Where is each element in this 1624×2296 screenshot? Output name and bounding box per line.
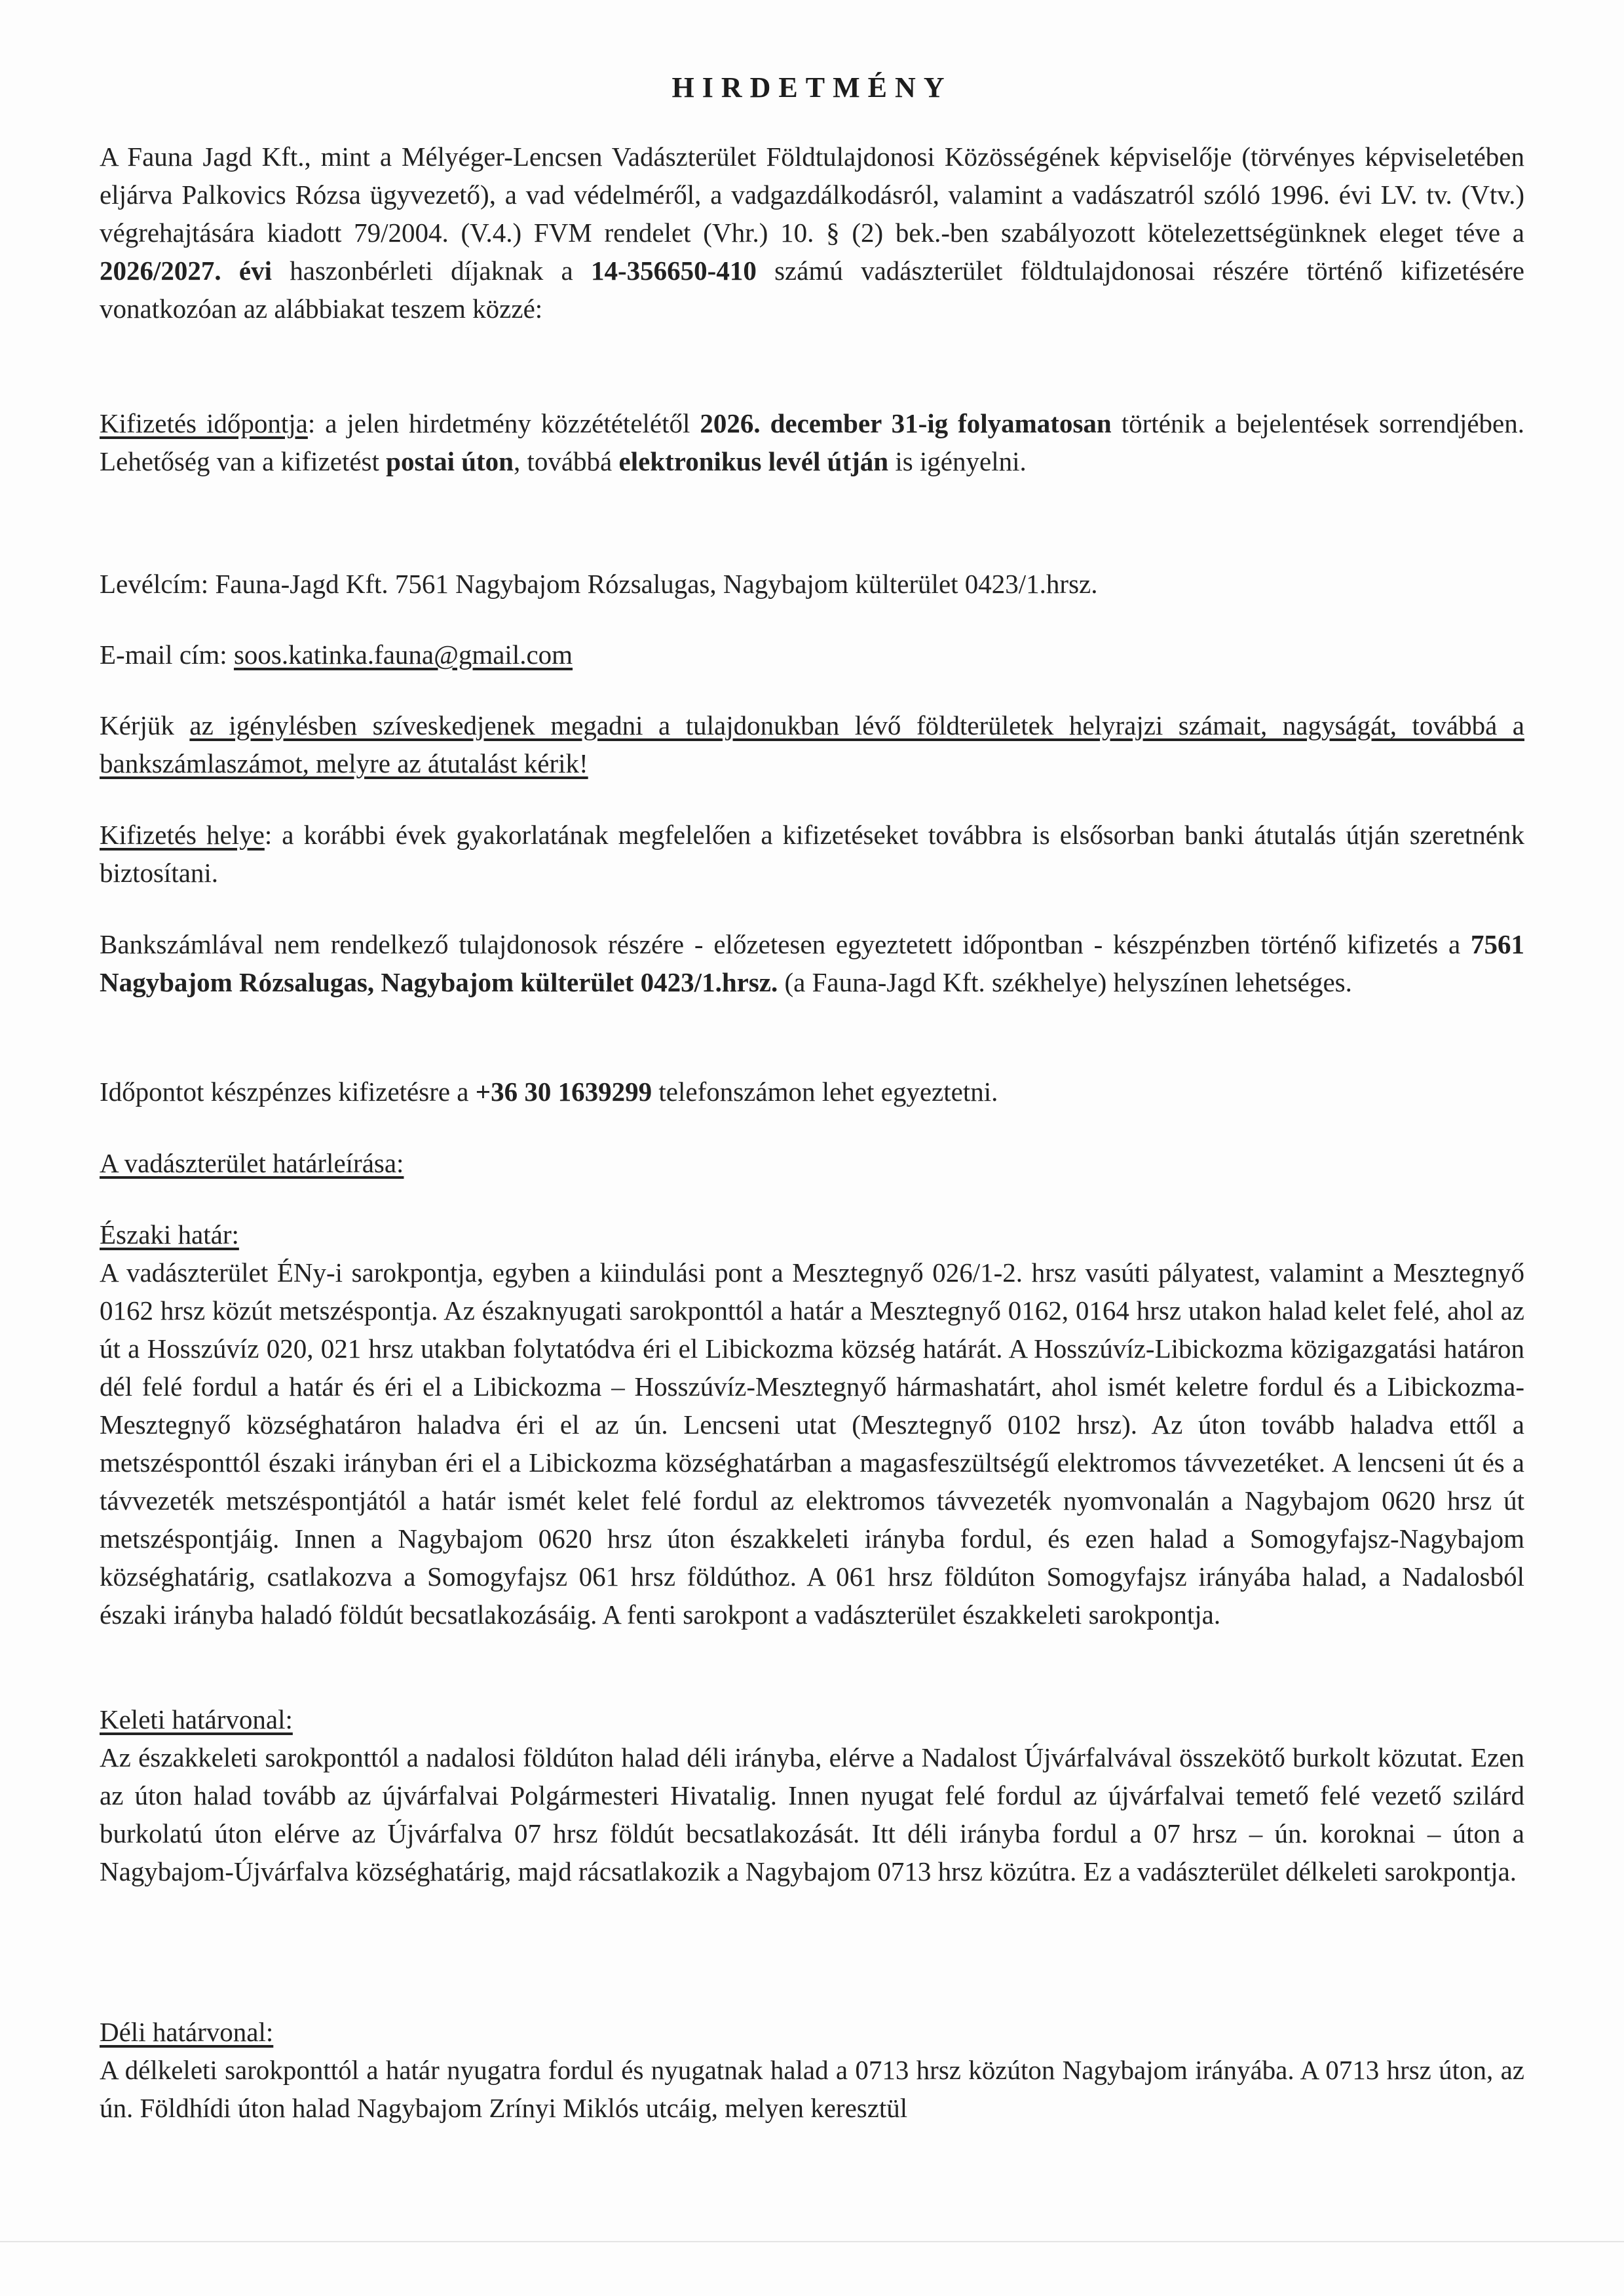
request-underlined-text: az igénylésben szíveskedjenek megadni a tulajdonukban lévő földterületek helyrajzi számait, nagyságát, továbbá a bankszámlaszámot, melyre az átutalást kérik! — [100, 710, 1524, 778]
south-boundary-text: A délkeleti sarokponttól a határ nyugatra fordul és nyugatnak halad a 0713 hrsz közúton Nagybajom irányába. A 0713 hrsz úton, az ún. Földhídi úton halad Nagybajom Zrínyi Miklós utcáig, melyen keresztül — [100, 2055, 1524, 2123]
north-boundary-text: A vadászterület ÉNy-i sarokpontja, egyben a kiindulási pont a Mesztegnyő 026/1-2. hrsz vasúti pályatest, valamint a Mesztegnyő 0162 hrsz közút metszéspontja. Az északnyugati sarokponttól a határ a Mesztegnyő 0162, 0164 hrsz utakon halad kelet felé, ahol az út a Hosszúvíz 020, 021 hrsz utakban folytatódva éri el Libickozma község határát. A Hosszúvíz-Libickozma közigazgatási határon dél felé fordul a határ és éri el a Libickozma – Hosszúvíz-Mesztegnyő hármashatárt, ahol ismét keletre fordul és a Libickozma-Mesztegnyő községhatáron haladva éri el az ún. Lencseni utat (Mesztegnyő 0102 hrsz). Az úton tovább haladva ettől a metszésponttól északi irányban éri el a Libickozma községhatárban a magasfeszültségű elektromos távvezetéket. A lencseni út és a távvezeték metszéspontjától a határ ismét kelet felé fordul az elektromos távvezeték nyomvonalán a Nagybajom 0620 hrsz út metszéspontjáig. Innen a Nagybajom 0620 hrsz úton északkeleti irányba fordul, és ezen halad a Somogyfajsz-Nagybajom községhatárig, csatlakozva a Somogyfajsz 061 hrsz földúthoz. A 061 hrsz földúton Somogyfajsz irányába halad, a Nadalosból északi irányba haladó földút becsatlakozásáig. A fenti sarokpont a vadászterület északkeleti sarokpontja. — [100, 1257, 1524, 1630]
cash-payment-address: 7561 Nagybajom Rózsalugas, Nagybajom külterület 0423/1.hrsz. — [100, 929, 1524, 997]
boundary-heading-text: A vadászterület határleírása: — [100, 1148, 404, 1178]
postal-address: Levélcím: Fauna-Jagd Kft. 7561 Nagybajom Rózsalugas, Nagybajom külterület 0423/1.hrsz. — [100, 569, 1098, 599]
intro-bold-year: 2026/2027. évi — [100, 256, 272, 286]
payment-time-text-2: történik a bejelentések sorrendjében. Lehetőség van a kifizetést — [100, 408, 1524, 476]
appointment-paragraph — [100, 1073, 1524, 1111]
intro-text-3: számú vadászterület földtulajdonosai részére történő kifizetésére vonatkozóan az alábbiakat teszem közzé: — [100, 256, 1524, 324]
north-heading-text: Északi határ: — [100, 1219, 239, 1250]
payment-place-text: : a korábbi évek gyakorlatának megfelelően a kifizetéseket továbbra is elsősorban banki átutalás útján szeretnénk biztosítani. — [100, 820, 1524, 888]
east-boundary-text: Az északkeleti sarokponttól a nadalosi földúton halad déli irányba, elérve a Nadalost Újvárfalvával összekötő burkolt közutat. Ezen az úton halad tovább az újvárfalvai Polgármesteri Hivatalig. Innen nyugat felé fordul az újvárfalvai temető felé vezető szilárd burkolatú úton elérve az Újvárfalva 07 hrsz földút becsatlakozását. Itt déli irányba fordul a 07 hrsz – ún. koroknai – úton a Nagybajom-Újvárfalva községhatárig, majd rácsatlakozik a Nagybajom 0713 hrsz közútra. Ez a vadászterület délkeleti sarokpontja. — [100, 1742, 1524, 1886]
request-text: Kérjük — [100, 710, 190, 740]
payment-time-text-4: is igényelni. — [888, 446, 1027, 476]
payment-time-postal: postai úton — [386, 446, 514, 476]
appointment-text-1: Időpontot készpénzes kifizetésre a — [100, 1077, 476, 1107]
east-heading — [100, 1700, 293, 1738]
north-heading — [100, 1215, 239, 1253]
intro-text-2: haszonbérleti díjaknak a — [272, 256, 592, 286]
cash-payment-text-2: (a Fauna-Jagd Kft. székhelye) helyszínen lehetséges. — [778, 967, 1352, 997]
appointment-text-2: telefonszámon lehet egyeztetni. — [652, 1077, 998, 1107]
payment-time-deadline: 2026. december 31-ig folyamatosan — [700, 408, 1112, 438]
south-heading — [100, 2013, 273, 2051]
page-title: HIRDETMÉNY — [671, 71, 953, 104]
payment-time-text-3: , továbbá — [513, 446, 619, 476]
cash-payment-text-1: Bankszámlával nem rendelkező tulajdonosok részére - előzetesen egyeztetett időpontban - készpénzben történő kifizetés a — [100, 929, 1471, 959]
south-heading-text: Déli határvonal: — [100, 2017, 274, 2047]
payment-place-label: Kifizetés helye — [100, 820, 265, 850]
east-heading-text: Keleti határvonal: — [100, 1704, 293, 1734]
request-paragraph — [100, 706, 1524, 782]
email-link[interactable]: soos.katinka.fauna@gmail.com — [233, 640, 573, 670]
intro-bold-area-code: 14-356650-410 — [591, 256, 757, 286]
payment-time-paragraph — [100, 404, 1524, 480]
payment-time-text-1: : a jelen hirdetmény közzétételétől — [307, 408, 700, 438]
appointment-phone: +36 30 1639299 — [475, 1077, 652, 1107]
payment-time-email: elektronikus levél útján — [618, 446, 889, 476]
intro-text-1: A Fauna Jagd Kft., mint a Mélyéger-Lencsen Vadászterület Földtulajdonosi Közösségének képviselője (törvényes képviseletében eljárva Palkovics Rózsa ügyvezető), a vad védelméről, a vadgazdálkodásról, valamint a vadászatról szóló 1996. évi LV. tv. (Vtv.) végrehajtására kiadott 79/2004. (V.4.) FVM rendelet (Vhr.) 10. § (2) bek.-ben szabályozott kötelezettségünknek eleget téve a — [100, 142, 1524, 248]
scan-edge-line — [0, 2241, 1624, 2242]
cash-payment-paragraph — [100, 925, 1524, 1001]
email-label: E-mail cím: — [100, 640, 234, 670]
intro-paragraph — [100, 138, 1524, 328]
payment-time-label: Kifizetés időpontja — [100, 408, 308, 438]
payment-place-paragraph — [100, 816, 1524, 892]
boundary-heading — [100, 1144, 404, 1182]
email-line — [100, 636, 1524, 674]
